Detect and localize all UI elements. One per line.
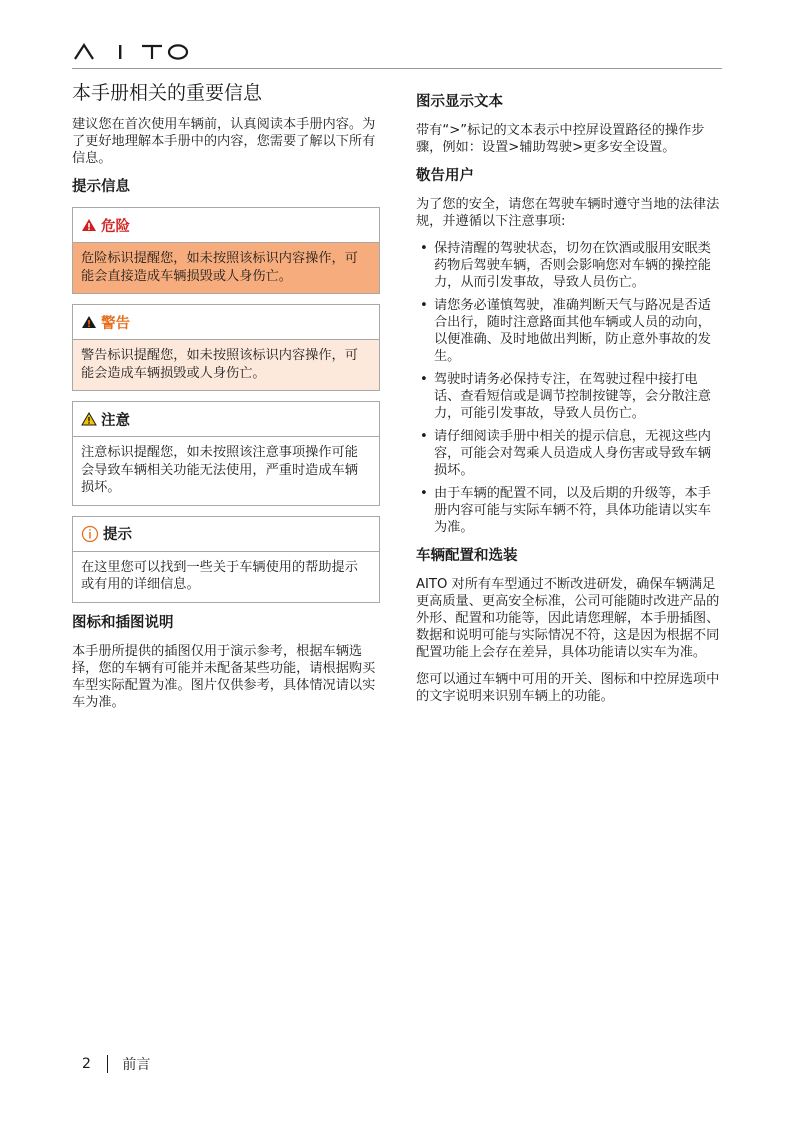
- aito-logo: [74, 42, 190, 62]
- intro-paragraph: 建议您在首次使用车辆前，认真阅读本手册内容。为了更好地理解本手册中的内容，您需要了解以下所有信息。: [72, 117, 376, 166]
- section-name: 前言: [122, 1057, 151, 1073]
- notice-heading: 提示信息: [72, 179, 130, 195]
- tip-notice-header: [73, 517, 379, 552]
- tip-notice: [72, 516, 380, 603]
- safety-bullet-list: [416, 240, 722, 536]
- caution-label: 注意: [101, 412, 130, 429]
- danger-text: 危险标识提醒您，如未按照该标识内容操作，可能会直接造成车辆损毁或人身伤亡。: [73, 243, 379, 293]
- danger-label: 危险: [101, 218, 130, 235]
- danger-notice-header: [73, 208, 379, 243]
- warn-users-intro: 为了您的安全，请您在驾驶车辆时遵守当地的法律法规，并遵循以下注意事项:: [416, 197, 720, 229]
- warning-text: 警告标识提醒您，如未按照该标识内容操作，可能会造成车辆损毁或人身伤亡。: [73, 340, 379, 390]
- page-number: 2: [82, 1056, 91, 1072]
- list-item: • 请您务必谨慎驾驶，准确判断天气与路况是否适合出行，随时注意路面其他车辆或人员的动向，以便准确、及时地做出判断，防止意外事故的发生。: [416, 297, 722, 365]
- warning-notice: [72, 304, 380, 391]
- page-footer: [82, 1054, 150, 1074]
- left-column: [72, 80, 380, 721]
- caution-triangle-icon: [81, 412, 97, 426]
- list-item: • 驾驶时请务必保持专注，在驾驶过程中接打电话、查看短信或是调节控制按键等，会分散注意力，可能引发事故，导致人员伤亡。: [416, 371, 722, 422]
- warning-notice-header: [73, 305, 379, 340]
- config-heading: 车辆配置和选装: [416, 548, 518, 564]
- caution-notice-header: [73, 402, 379, 437]
- display-text-paragraph: 带有“>”标记的文本表示中控屏设置路径的操作步骤，例如：设置>辅助驾驶>更多安全设置。: [416, 123, 705, 155]
- icons-paragraph: 本手册所提供的插图仅用于演示参考，根据车辆选择，您的车辆有可能并未配备某些功能，请根据购买车型实际配置为准。图片仅供参考，具体情况请以实车为准。: [72, 643, 376, 710]
- config-paragraph-1: AITO 对所有车型通过不断改进研发，确保车辆满足更高质量、更高安全标准，公司可能随时改进产品的外形、配置和功能等，因此请您理解，本手册插图、数据和说明可能与实际情况不符，这是因为根据不同配置功能上会存在差异，具体功能请以实车为准。: [416, 577, 720, 660]
- icons-heading: 图标和插图说明: [72, 614, 174, 631]
- header-divider: [72, 68, 722, 69]
- config-paragraph-2: 您可以通过车辆中可用的开关、图标和中控屏选项中的文字说明来识别车辆上的功能。: [416, 672, 720, 704]
- list-item: • 请仔细阅读手册中相关的提示信息，无视这些内容，可能会对驾乘人员造成人身伤害或导致车辆损坏。: [416, 428, 722, 479]
- list-item: • 由于车辆的配置不同，以及后期的升级等，本手册内容可能与实际车辆不符，具体功能请以实车为准。: [416, 485, 722, 536]
- page-title: 本手册相关的重要信息: [72, 82, 263, 104]
- list-item: • 保持清醒的驾驶状态，切勿在饮酒或服用安眠类药物后驾驶车辆，否则会影响您对车辆的操控能力，从而引发事故，导致人员伤亡。: [416, 240, 722, 291]
- info-circle-icon: [81, 525, 99, 543]
- warning-triangle-icon: [81, 315, 97, 329]
- tip-text: 在这里您可以找到一些关于车辆使用的帮助提示或有用的详细信息。: [81, 559, 358, 592]
- danger-notice: [72, 207, 380, 294]
- caution-notice: [72, 401, 380, 506]
- danger-triangle-icon: [81, 218, 97, 232]
- warning-label: 警告: [101, 315, 130, 332]
- aito-logo-mark: [74, 42, 190, 62]
- warn-users-heading: 敬告用户: [416, 168, 474, 184]
- footer-divider: [107, 1055, 109, 1073]
- display-text-heading: 图示显示文本: [416, 94, 503, 110]
- tip-label: 提示: [103, 527, 132, 543]
- caution-text: 注意标识提醒您，如未按照该注意事项操作可能会导致车辆相关功能无法使用，严重时造成车辆损坏。: [81, 445, 358, 495]
- right-column: [416, 92, 722, 715]
